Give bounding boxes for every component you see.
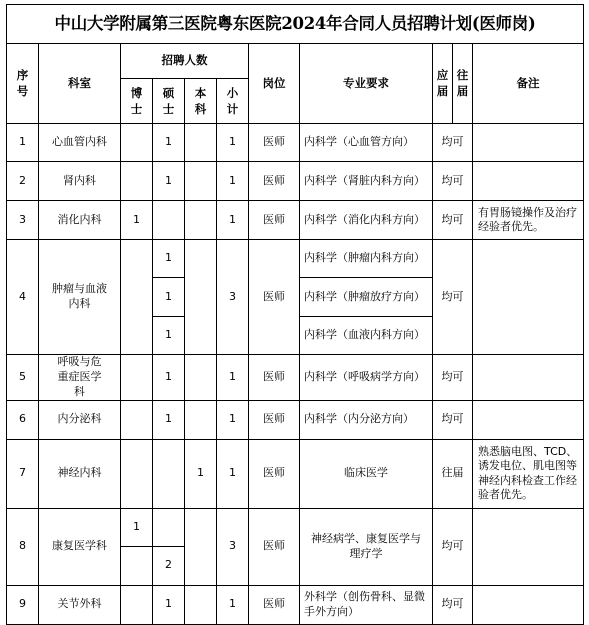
cell-master bbox=[153, 508, 185, 546]
cell-subtotal: 1 bbox=[217, 355, 249, 401]
cell-note bbox=[473, 162, 584, 201]
cell-master: 1 bbox=[153, 400, 185, 439]
cell-dept: 内分泌科 bbox=[39, 400, 121, 439]
cell-subtotal: 1 bbox=[217, 439, 249, 508]
cell-note: 有胃肠镜操作及治疗经验者优先。 bbox=[473, 201, 584, 240]
page-title: 中山大学附属第三医院粤东医院2024年合同人员招聘计划(医师岗) bbox=[7, 5, 584, 44]
header-recruit: 招聘人数 bbox=[121, 44, 249, 79]
cell-dept: 呼吸与危重症医学科 bbox=[39, 355, 121, 401]
table-row bbox=[7, 355, 584, 401]
cell-phd bbox=[121, 162, 153, 201]
cell-bachelor bbox=[185, 585, 217, 624]
header-note: 备注 bbox=[473, 44, 584, 124]
cell-master: 1 bbox=[153, 355, 185, 401]
cell-note bbox=[473, 585, 584, 624]
cell-phd bbox=[121, 240, 153, 355]
header-bachelor: 本科 bbox=[185, 79, 217, 124]
header-dept: 科室 bbox=[39, 44, 121, 124]
cell-bachelor bbox=[185, 508, 217, 585]
cell-grad: 均可 bbox=[433, 240, 473, 355]
cell-master bbox=[153, 201, 185, 240]
cell-master: 1 bbox=[153, 124, 185, 162]
cell-subtotal: 1 bbox=[217, 162, 249, 201]
cell-dept: 心血管内科 bbox=[39, 124, 121, 162]
cell-post: 医师 bbox=[249, 400, 300, 439]
cell-no: 6 bbox=[7, 400, 39, 439]
cell-dept: 消化内科 bbox=[39, 201, 121, 240]
cell-post: 医师 bbox=[249, 240, 300, 355]
table-row bbox=[7, 439, 584, 508]
cell-no: 8 bbox=[7, 508, 39, 585]
header-fresh: 应届 bbox=[433, 44, 453, 124]
cell-post: 医师 bbox=[249, 124, 300, 162]
cell-grad: 均可 bbox=[433, 400, 473, 439]
cell-grad: 均可 bbox=[433, 201, 473, 240]
cell-phd bbox=[121, 400, 153, 439]
cell-dept: 肿瘤与血液内科 bbox=[39, 240, 121, 355]
cell-major: 内科学（血液内科方向） bbox=[300, 317, 433, 355]
cell-no: 1 bbox=[7, 124, 39, 162]
cell-master: 2 bbox=[153, 546, 185, 585]
cell-bachelor bbox=[185, 400, 217, 439]
cell-note bbox=[473, 240, 584, 355]
table-row bbox=[7, 240, 584, 278]
cell-note bbox=[473, 124, 584, 162]
cell-no: 4 bbox=[7, 240, 39, 355]
cell-major: 内科学（呼吸病学方向） bbox=[300, 355, 433, 401]
header-phd: 博士 bbox=[121, 79, 153, 124]
cell-phd bbox=[121, 439, 153, 508]
cell-post: 医师 bbox=[249, 439, 300, 508]
cell-grad: 均可 bbox=[433, 162, 473, 201]
header-seq: 序号 bbox=[7, 44, 39, 124]
cell-major: 内科学（肿瘤放疗方向） bbox=[300, 278, 433, 317]
table-row bbox=[7, 162, 584, 201]
cell-bachelor bbox=[185, 201, 217, 240]
cell-grad: 均可 bbox=[433, 355, 473, 401]
cell-phd bbox=[121, 124, 153, 162]
cell-grad: 均可 bbox=[433, 124, 473, 162]
table-row bbox=[7, 585, 584, 624]
cell-grad: 均可 bbox=[433, 585, 473, 624]
cell-subtotal: 1 bbox=[217, 124, 249, 162]
cell-master: 1 bbox=[153, 317, 185, 355]
cell-bachelor bbox=[185, 240, 217, 355]
cell-bachelor bbox=[185, 162, 217, 201]
header-past: 往届 bbox=[453, 44, 473, 124]
cell-subtotal: 1 bbox=[217, 585, 249, 624]
header-post: 岗位 bbox=[249, 44, 300, 124]
cell-subtotal: 3 bbox=[217, 508, 249, 585]
cell-no: 5 bbox=[7, 355, 39, 401]
cell-note bbox=[473, 508, 584, 585]
cell-no: 9 bbox=[7, 585, 39, 624]
cell-bachelor bbox=[185, 124, 217, 162]
cell-dept: 神经内科 bbox=[39, 439, 121, 508]
cell-phd bbox=[121, 585, 153, 624]
recruitment-table bbox=[6, 4, 584, 625]
cell-subtotal: 1 bbox=[217, 400, 249, 439]
cell-no: 3 bbox=[7, 201, 39, 240]
cell-dept: 关节外科 bbox=[39, 585, 121, 624]
cell-phd bbox=[121, 546, 153, 585]
cell-subtotal: 3 bbox=[217, 240, 249, 355]
cell-master: 1 bbox=[153, 278, 185, 317]
cell-post: 医师 bbox=[249, 585, 300, 624]
cell-phd: 1 bbox=[121, 201, 153, 240]
cell-post: 医师 bbox=[249, 162, 300, 201]
header-major: 专业要求 bbox=[300, 44, 433, 124]
cell-no: 2 bbox=[7, 162, 39, 201]
cell-phd bbox=[121, 355, 153, 401]
cell-note: 熟悉脑电图、TCD、诱发电位、肌电图等神经内科检查工作经验者优先。 bbox=[473, 439, 584, 508]
cell-grad: 往届 bbox=[433, 439, 473, 508]
cell-post: 医师 bbox=[249, 201, 300, 240]
cell-major: 内科学（肾脏内科方向） bbox=[300, 162, 433, 201]
cell-dept: 康复医学科 bbox=[39, 508, 121, 585]
cell-subtotal: 1 bbox=[217, 201, 249, 240]
cell-master bbox=[153, 439, 185, 508]
cell-bachelor: 1 bbox=[185, 439, 217, 508]
header-master: 硕士 bbox=[153, 79, 185, 124]
cell-master: 1 bbox=[153, 585, 185, 624]
cell-dept: 肾内科 bbox=[39, 162, 121, 201]
cell-bachelor bbox=[185, 355, 217, 401]
cell-master: 1 bbox=[153, 240, 185, 278]
cell-major: 外科学（创伤骨科、显微手外方向） bbox=[300, 585, 433, 624]
cell-post: 医师 bbox=[249, 508, 300, 585]
cell-note bbox=[473, 400, 584, 439]
cell-major: 内科学（内分泌方向） bbox=[300, 400, 433, 439]
cell-phd: 1 bbox=[121, 508, 153, 546]
table-row bbox=[7, 124, 584, 162]
table-row bbox=[7, 400, 584, 439]
cell-grad: 均可 bbox=[433, 508, 473, 585]
cell-major: 临床医学 bbox=[300, 439, 433, 508]
header-subtotal: 小计 bbox=[217, 79, 249, 124]
table-row bbox=[7, 201, 584, 240]
table-row bbox=[7, 508, 584, 546]
cell-note bbox=[473, 355, 584, 401]
cell-major: 内科学（心血管方向） bbox=[300, 124, 433, 162]
cell-major: 内科学（肿瘤内科方向） bbox=[300, 240, 433, 278]
cell-post: 医师 bbox=[249, 355, 300, 401]
cell-major: 神经病学、康复医学与理疗学 bbox=[300, 508, 433, 585]
cell-major: 内科学（消化内科方向） bbox=[300, 201, 433, 240]
cell-no: 7 bbox=[7, 439, 39, 508]
cell-master: 1 bbox=[153, 162, 185, 201]
